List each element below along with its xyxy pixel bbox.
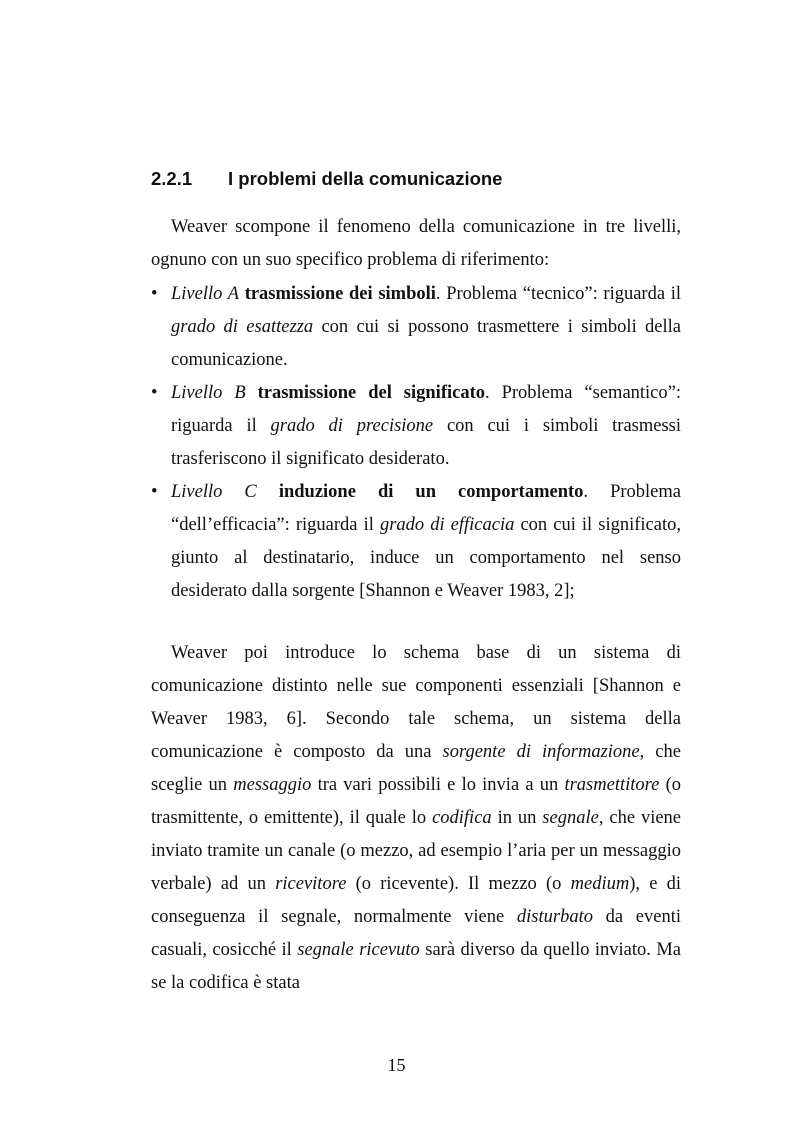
levels-list-container [151, 278, 681, 608]
levels-list [151, 278, 681, 608]
text-run: ), e di conseguenza il segnale, normalmente viene [151, 874, 682, 927]
text-run: , che viene inviato tramite un canale (o mezzo, ad esempio l’aria per un messaggio verbale) ad un [151, 808, 682, 894]
text-run: in un [491, 808, 543, 828]
level-text: . Problema “semantico”: riguarda il [171, 383, 681, 436]
level-emphasis: grado di precisione [270, 416, 434, 436]
schema-paragraph [151, 637, 681, 1000]
text-run: da eventi casuali, cosicché il [151, 907, 681, 960]
emphasis-text: medium [570, 874, 630, 894]
text-run: tra vari possibili e lo invia a un [311, 775, 565, 795]
bullet-icon: • [151, 284, 158, 304]
level-text: con cui si possono trasmettere i simboli della comunicazione. [171, 317, 682, 370]
emphasis-text: codifica [432, 808, 492, 828]
level-label: Livello B [171, 383, 246, 403]
emphasis-text: ricevitore [275, 874, 347, 894]
level-text: con cui i simboli trasmessi trasferiscono il significato desiderato. [171, 416, 682, 469]
level-heading: induzione di un comportamento [278, 482, 584, 502]
emphasis-text: segnale ricevuto [297, 940, 420, 960]
level-text: . Problema “tecnico”: riguarda il [435, 284, 681, 304]
bullet-icon: • [151, 482, 158, 502]
list-item [151, 278, 681, 377]
emphasis-text: trasmettitore [564, 775, 660, 795]
emphasis-text: messaggio [233, 775, 312, 795]
schema-text [151, 637, 681, 1000]
text-run: (o trasmittente, o emittente), il quale lo [151, 775, 681, 828]
text-run: sarà diverso da quello inviato. Ma se la codifica è stata [151, 940, 682, 993]
list-item [151, 377, 681, 476]
intro-text: Weaver scompone il fenomeno della comunicazione in tre livelli, ognuno con un suo specifico problema di riferimento: [151, 217, 681, 270]
intro-paragraph [151, 211, 681, 277]
bullet-icon: • [151, 383, 158, 403]
emphasis-text: sorgente di informazione [442, 742, 640, 762]
level-text: con cui il significato, giunto al destinatario, induce un comportamento nel senso desiderato dalla sorgente [Shannon e Weaver 1983, 2]; [171, 515, 681, 601]
emphasis-text: segnale [542, 808, 599, 828]
section-heading [151, 168, 502, 190]
level-emphasis: grado di efficacia [379, 515, 515, 535]
emphasis-text: disturbato [516, 907, 593, 927]
list-item [151, 476, 681, 608]
level-heading: trasmissione del significato [257, 383, 485, 403]
section-number: 2.2.1 [151, 168, 193, 189]
level-text: . Problema “dell’efficacia”: riguarda il [171, 482, 681, 535]
level-label: Livello C [171, 482, 257, 502]
page-number: 15 [387, 1055, 406, 1075]
text-run: (o ricevente). Il mezzo (o [346, 874, 571, 894]
text-run: Weaver poi introduce lo schema base di un sistema di comunicazione distinto nelle sue componenti essenziali [Shannon e Weaver 1983, 6]. Secondo tale schema, un sistema della comunicazione è composto da una [151, 643, 681, 762]
level-emphasis: grado di esattezza [171, 317, 314, 337]
level-heading: trasmissione dei simboli [244, 284, 436, 304]
level-label: Livello A [171, 284, 240, 304]
text-run: , che sceglie un [151, 742, 681, 795]
section-title: I problemi della comunicazione [228, 168, 503, 189]
